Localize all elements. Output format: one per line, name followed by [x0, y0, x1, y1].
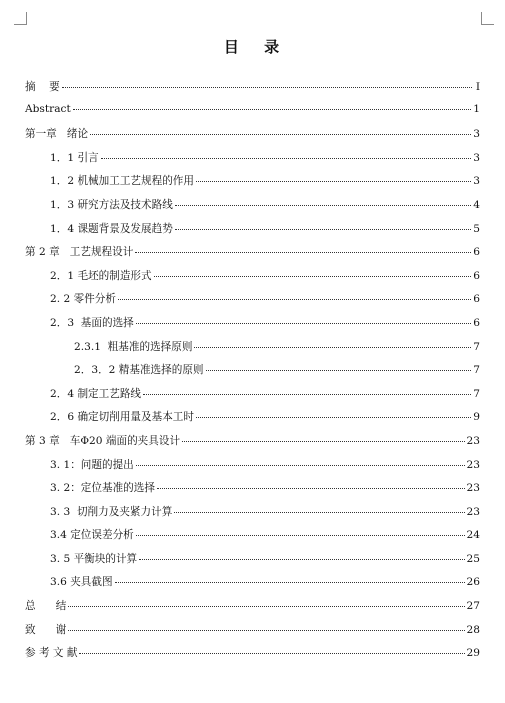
toc-entry-label: 致 谢	[25, 623, 67, 636]
toc-entry[interactable]	[25, 126, 480, 150]
toc-dot-leader	[174, 511, 464, 513]
toc-entry-label: 3. 3 切削力及夹紧力计算	[50, 505, 173, 518]
toc-entry-page-number: I	[475, 81, 480, 93]
toc-entry-page-number: 3	[473, 151, 480, 164]
toc-entry-label: 3. 1：问题的提出	[50, 458, 134, 471]
toc-entry-page-number: 7	[473, 364, 480, 377]
toc-entry-page-number: 6	[473, 246, 480, 259]
toc-entry-label: 总 结	[25, 600, 67, 613]
toc-entry-label: 1．4 课题背景及发展趋势	[50, 222, 173, 235]
toc-entry-page-number: 27	[466, 600, 480, 613]
toc-entry[interactable]	[25, 315, 480, 339]
toc-dot-leader	[194, 346, 471, 348]
toc-dot-leader	[68, 605, 464, 607]
toc-entry[interactable]	[25, 598, 480, 622]
toc-entry-page-number: 24	[466, 529, 480, 542]
toc-entry-page-number: 23	[466, 505, 480, 518]
toc-dot-leader	[175, 204, 471, 206]
toc-dot-leader	[118, 298, 471, 300]
toc-entry-label: 2．1 毛坯的制造形式	[50, 269, 152, 282]
toc-dot-leader	[206, 369, 472, 371]
toc-entry[interactable]	[25, 527, 480, 551]
toc-entry[interactable]	[25, 386, 480, 410]
toc-entry-label: 第一章 绪论	[25, 128, 89, 141]
toc-dot-leader	[136, 322, 471, 324]
toc-dot-leader	[101, 157, 472, 159]
toc-dot-leader	[139, 558, 464, 560]
toc-entry[interactable]	[25, 433, 480, 457]
toc-entry-page-number: 3	[473, 175, 480, 188]
toc-entry[interactable]	[25, 551, 480, 575]
toc-entry[interactable]	[25, 409, 480, 433]
toc-dot-leader	[68, 629, 464, 631]
toc-entry[interactable]	[25, 197, 480, 221]
toc-entry-label: 2．6 确定切削用量及基本工时	[50, 411, 194, 424]
toc-entry[interactable]	[25, 622, 480, 646]
toc-dot-leader	[136, 534, 465, 536]
toc-entry[interactable]	[25, 645, 480, 669]
toc-dot-leader	[154, 275, 472, 277]
toc-dot-leader	[143, 393, 471, 395]
toc-entry[interactable]	[25, 480, 480, 504]
toc-entry-page-number: 6	[473, 269, 480, 282]
toc-entry-page-number: 4	[473, 198, 480, 211]
toc-dot-leader	[73, 108, 472, 110]
toc-dot-leader	[135, 251, 471, 253]
toc-entry[interactable]	[25, 79, 480, 103]
toc-entry-page-number: 6	[473, 316, 480, 329]
toc-entry[interactable]	[25, 457, 480, 481]
toc-entry-label: 1．1 引言	[50, 151, 99, 164]
toc-entry-label: 3. 2：定位基准的选择	[50, 482, 155, 495]
toc-entry-label: Abstract	[25, 102, 71, 115]
toc-entry-label: 1．3 研究方法及技术路线	[50, 198, 173, 211]
toc-dot-leader	[196, 416, 471, 418]
toc-dot-leader	[62, 86, 472, 88]
toc-entry-page-number: 25	[466, 552, 480, 565]
toc-entry-label: 1．2 机械加工工艺规程的作用	[50, 175, 194, 188]
toc-entry-page-number: 5	[473, 222, 480, 235]
toc-entry[interactable]	[25, 268, 480, 292]
toc-dot-leader	[157, 487, 465, 489]
toc-entry[interactable]	[25, 150, 480, 174]
toc-entry[interactable]	[25, 504, 480, 528]
toc-dot-leader	[90, 133, 471, 135]
page-corner-mark-top-left	[14, 12, 27, 25]
toc-entry-label: 3.4 定位误差分析	[50, 529, 134, 542]
toc-entry-label: 第 3 章 车Φ20 端面的夹具设计	[25, 434, 181, 447]
toc-entry[interactable]	[25, 103, 480, 127]
toc-entry-page-number: 3	[473, 128, 480, 141]
toc-entry-page-number: 6	[473, 293, 480, 306]
table-of-contents	[25, 79, 480, 669]
toc-entry-page-number: 23	[466, 434, 480, 447]
toc-entry-label: 2．3．2 精基准选择的原则	[74, 364, 204, 377]
toc-entry-page-number: 28	[466, 623, 480, 636]
toc-entry-label: 摘 要	[25, 81, 60, 93]
toc-entry-page-number: 7	[473, 340, 480, 353]
toc-entry-label: 3. 5 平衡块的计算	[50, 552, 138, 565]
toc-entry-label: 2. 2 零件分析	[50, 293, 116, 306]
toc-entry[interactable]	[25, 173, 480, 197]
toc-dot-leader	[182, 440, 464, 442]
page-corner-mark-top-right	[481, 12, 494, 25]
toc-entry-label: 2．3 基面的选择	[50, 316, 134, 329]
toc-entry[interactable]	[25, 339, 480, 363]
toc-entry[interactable]	[25, 244, 480, 268]
toc-dot-leader	[79, 652, 464, 654]
toc-entry[interactable]	[25, 221, 480, 245]
toc-dot-leader	[196, 180, 471, 182]
toc-entry-page-number: 23	[466, 458, 480, 471]
toc-dot-leader	[175, 228, 471, 230]
toc-entry-label: 参 考 文 献	[25, 647, 78, 660]
toc-entry-label: 2.3.1 粗基准的选择原则	[74, 340, 193, 353]
toc-title: 目 录	[223, 38, 290, 56]
toc-entry-page-number: 23	[466, 482, 480, 495]
toc-entry-page-number: 9	[473, 411, 480, 424]
toc-dot-leader	[136, 464, 465, 466]
toc-entry-label: 第 2 章 工艺规程设计	[25, 246, 134, 259]
toc-entry-page-number: 26	[466, 576, 480, 589]
toc-entry[interactable]	[25, 574, 480, 598]
toc-entry[interactable]	[25, 362, 480, 386]
toc-entry[interactable]	[25, 291, 480, 315]
toc-dot-leader	[115, 581, 465, 583]
toc-entry-label: 2．4 制定工艺路线	[50, 387, 142, 400]
toc-entry-label: 3.6 夹具截图	[50, 576, 113, 589]
toc-entry-page-number: 7	[473, 387, 480, 400]
toc-entry-page-number: 1	[473, 102, 480, 115]
toc-entry-page-number: 29	[466, 647, 480, 660]
